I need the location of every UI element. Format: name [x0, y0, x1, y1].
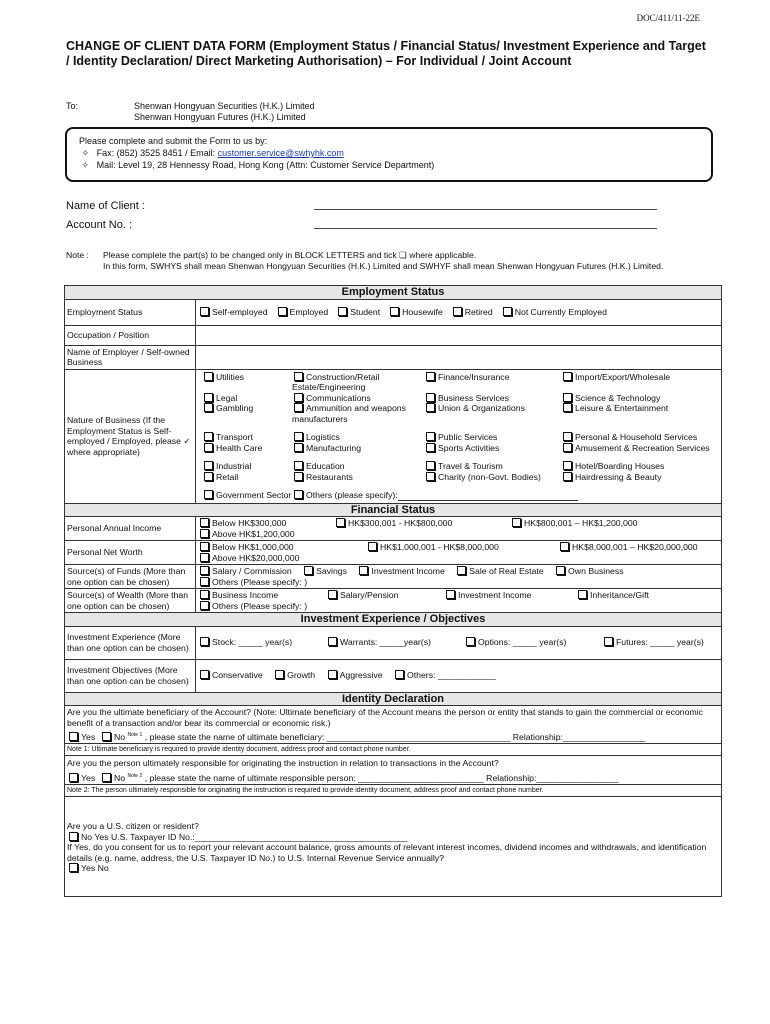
self-employed-checkbox[interactable]	[200, 307, 209, 316]
source-of-wealth-label: Source(s) of Wealth (More than one option can be chosen)	[65, 589, 196, 613]
account-no-field[interactable]	[314, 218, 657, 229]
nature-checkbox[interactable]	[204, 403, 213, 412]
investment-experience-options: Stock: _____ year(s) Warrants: _____year(s) Options: _____ year(s) Futures: _____ year(s)	[196, 626, 722, 659]
note-1: Note 1: Ultimate beneficiary is required to provide identity document, address proof and contact phone number.	[65, 743, 721, 755]
nature-checkbox[interactable]	[426, 393, 435, 402]
nature-checkbox[interactable]	[563, 472, 572, 481]
nature-checkbox[interactable]	[563, 461, 572, 470]
income-checkbox[interactable]	[512, 518, 521, 527]
income-checkbox[interactable]	[200, 529, 209, 538]
funds-checkbox[interactable]	[457, 566, 466, 575]
experience-checkbox[interactable]	[604, 637, 613, 646]
funds-checkbox[interactable]	[304, 566, 313, 575]
submission-intro: Please complete and submit the Form to us by:	[79, 136, 268, 146]
net-worth-label: Personal Net Worth	[65, 541, 196, 565]
employment-status-options: Self-employed Employed Student Housewife Retired Not Currently Employed	[196, 299, 722, 325]
nature-checkbox[interactable]	[294, 432, 303, 441]
q4-text: If Yes, do you consent for us to report your relevant account balance, gross amounts of relevant interest incomes, dividend incomes and withdrawals, and identification details (e.g. name, address, the U.S. Taxpayer ID No.) to U.S. Internal Revenue Service annually?	[67, 842, 707, 863]
investment-experience-label: Investment Experience (More than one option can be chosen)	[65, 626, 196, 659]
employment-status-label: Employment Status	[65, 299, 196, 325]
nature-of-business-options	[196, 369, 722, 503]
nature-checkbox[interactable]	[294, 461, 303, 470]
experience-checkbox[interactable]	[200, 637, 209, 646]
star-bullet-icon: ✧	[81, 160, 90, 170]
networth-checkbox[interactable]	[200, 553, 209, 562]
note-line-1: Please complete the part(s) to be changed only in BLOCK LETTERS and tick ❑ where applicable.	[103, 250, 477, 260]
income-checkbox[interactable]	[336, 518, 345, 527]
source-of-funds-options: Salary / Commission Savings Investment Income Sale of Real Estate Own Business Others (Please specify: )	[196, 565, 722, 589]
source-of-wealth-options: Business Income Salary/Pension Investment Income Inheritance/Gift Others (Please specify: )	[196, 589, 722, 613]
us-no-checkbox[interactable]	[69, 832, 78, 841]
objective-checkbox[interactable]	[275, 670, 284, 679]
funds-checkbox[interactable]	[556, 566, 565, 575]
nature-checkbox[interactable]	[294, 372, 303, 381]
objective-checkbox[interactable]	[200, 670, 209, 679]
objective-checkbox[interactable]	[328, 670, 337, 679]
objective-checkbox[interactable]	[395, 670, 404, 679]
q1-text: Are you the ultimate beneficiary of the Account? (Note: Ultimate beneficiary of the Account means the person or entity that stands to gain the commercial or economic benefit of a transaction and/or bear its commercial or economic risk.)	[67, 707, 703, 728]
to-label: To:	[66, 101, 79, 111]
source-of-funds-label: Source(s) of Funds (More than one option can be chosen)	[65, 565, 196, 589]
recipient-futures: Shenwan Hongyuan Futures (H.K.) Limited	[134, 112, 306, 122]
q1-yes-checkbox[interactable]	[69, 732, 78, 741]
employer-field[interactable]	[196, 345, 722, 369]
investment-objectives-label: Investment Objectives (More than one option can be chosen)	[65, 659, 196, 692]
experience-checkbox[interactable]	[328, 637, 337, 646]
nature-checkbox[interactable]	[204, 443, 213, 452]
nature-checkbox[interactable]	[204, 490, 213, 499]
name-of-client-label: Name of Client :	[66, 200, 145, 212]
identity-heading: Identity Declaration	[65, 692, 722, 706]
funds-checkbox[interactable]	[200, 577, 209, 586]
student-checkbox[interactable]	[338, 307, 347, 316]
us-citizen-section	[65, 797, 722, 897]
nature-checkbox[interactable]	[563, 432, 572, 441]
nature-checkbox[interactable]	[426, 443, 435, 452]
nature-checkbox[interactable]	[294, 443, 303, 452]
employed-checkbox[interactable]	[278, 307, 287, 316]
note-2: Note 2: The person ultimately responsible for originating the instruction is required to provide identity document, address proof and contact phone number.	[65, 784, 721, 796]
form-title: CHANGE OF CLIENT DATA FORM (Employment Status / Financial Status/ Investment Experience and Target / Identity Declaration/ Direct Marketing Authorisation) – For Individual / Joint Account	[66, 39, 706, 68]
nature-checkbox[interactable]	[204, 372, 213, 381]
q2-answer: Yes No $^{Note 2}$ , please state the name of ultimate responsible person: __________________________ Relationship:_________________	[65, 770, 721, 784]
submission-mail: ✧ Mail: Level 19, 28 Hennessy Road, Hong Kong (Attn: Customer Service Department)	[81, 160, 435, 170]
retired-checkbox[interactable]	[453, 307, 462, 316]
financial-status-heading: Financial Status	[65, 503, 722, 517]
nature-checkbox[interactable]	[426, 432, 435, 441]
annual-income-label: Personal Annual Income	[65, 517, 196, 541]
recipients	[134, 101, 315, 123]
net-worth-options: Below HK$1,000,000 HK$1,000,001 - HK$8,000,000 HK$8,000,001 – HK$20,000,000 Above HK$20,000,000	[196, 541, 722, 565]
housewife-checkbox[interactable]	[390, 307, 399, 316]
recipient-securities: Shenwan Hongyuan Securities (H.K.) Limited	[134, 101, 315, 111]
q2-no-checkbox[interactable]	[102, 773, 111, 782]
funds-checkbox[interactable]	[200, 566, 209, 575]
nature-checkbox[interactable]	[426, 461, 435, 470]
name-of-client-field[interactable]	[314, 199, 657, 210]
nature-checkbox[interactable]	[563, 443, 572, 452]
note-line-2: In this form, SWHYS shall mean Shenwan Hongyuan Securities (H.K.) Limited and SWHYF shall mean Shenwan Hongyuan Futures (H.K.) Limited.	[103, 261, 664, 271]
q3-answer: No Yes U.S. Taxpayer ID No.:____________________________________________	[67, 832, 719, 843]
q2-yes-checkbox[interactable]	[69, 773, 78, 782]
account-no-label: Account No. :	[66, 219, 133, 231]
submission-instructions-box	[65, 127, 713, 182]
networth-checkbox[interactable]	[560, 542, 569, 551]
employer-label: Name of Employer / Self-owned Business	[65, 345, 196, 369]
occupation-field[interactable]	[196, 325, 722, 345]
employment-status-heading: Employment Status	[65, 286, 722, 300]
experience-checkbox[interactable]	[466, 637, 475, 646]
q2-text: Are you the person ultimately responsible for originating the instruction in relation to transactions in the Account?	[67, 758, 499, 769]
nature-checkbox[interactable]	[563, 372, 572, 381]
wealth-checkbox[interactable]	[200, 601, 209, 610]
q4-answer: Yes No	[67, 863, 719, 874]
ultimate-beneficiary-section	[65, 706, 722, 756]
nature-checkbox[interactable]	[204, 432, 213, 441]
nature-checkbox[interactable]	[426, 472, 435, 481]
wealth-checkbox[interactable]	[328, 590, 337, 599]
wealth-checkbox[interactable]	[200, 590, 209, 599]
nature-of-business-label: Nature of Business (If the Employment Status is Self-employed / Employed, please ✓ where appropriate)	[65, 369, 196, 503]
nature-grid: Utilities Construction/Retail Estate/Engineering Finance/Insurance Import/Export/Wholesale Legal Communications Business Services Science & Technology Gambling Ammunition and weapons manufacturers Union & Organizations Leisure & Entertainment Transport Logistics Public Services Personal & Household Services Health Care Manufacturing Sports Activities Amusement & Recreation Services Industrial Education Travel & Tourism Hotel/Boarding Houses Retail Restaurants Charity (non-Govt. Bodies) Hairdressing & Beauty Government Sector Others (please specify):	[202, 372, 721, 501]
not-employed-checkbox[interactable]	[503, 307, 512, 316]
nature-checkbox[interactable]	[294, 393, 303, 402]
email-link[interactable]: customer.service@swhyhk.com	[217, 148, 344, 158]
nature-checkbox[interactable]	[563, 403, 572, 412]
nature-checkbox[interactable]	[294, 490, 303, 499]
nature-checkbox[interactable]	[426, 403, 435, 412]
annual-income-options: Below HK$300,000 HK$300,001 - HK$800,000 HK$800,001 – HK$1,200,000 Above HK$1,200,000	[196, 517, 722, 541]
networth-checkbox[interactable]	[368, 542, 377, 551]
nature-checkbox[interactable]	[563, 393, 572, 402]
investment-objectives-options: Conservative Growth Aggressive Others: ____________	[196, 659, 722, 692]
income-checkbox[interactable]	[200, 518, 209, 527]
star-bullet-icon: ✧	[81, 148, 90, 158]
responsible-person-section	[65, 756, 722, 797]
networth-checkbox[interactable]	[200, 542, 209, 551]
nature-checkbox[interactable]	[294, 403, 303, 412]
document-number: DOC/411/11-22E	[636, 13, 700, 23]
change-form-table	[64, 285, 722, 897]
note-label: Note :	[66, 250, 89, 260]
q1-no-checkbox[interactable]	[102, 732, 111, 741]
funds-checkbox[interactable]	[359, 566, 368, 575]
occupation-label: Occupation / Position	[65, 325, 196, 345]
note	[66, 250, 716, 272]
wealth-checkbox[interactable]	[578, 590, 587, 599]
nature-checkbox[interactable]	[204, 461, 213, 470]
nature-checkbox[interactable]	[204, 472, 213, 481]
nature-checkbox[interactable]	[426, 372, 435, 381]
q1-answer: Yes No $^{Note 1}$ , please state the name of ultimate beneficiary: ______________________________________ Relationship:_________________	[65, 729, 721, 743]
nature-checkbox[interactable]	[204, 393, 213, 402]
investment-heading: Investment Experience / Objectives	[65, 613, 722, 627]
submission-fax: ✧ Fax: (852) 3525 8451 / Email: customer.service@swhyhk.com	[81, 148, 344, 158]
consent-checkbox[interactable]	[69, 863, 78, 872]
wealth-checkbox[interactable]	[446, 590, 455, 599]
q3-text: Are you a U.S. citizen or resident?	[67, 821, 199, 832]
nature-checkbox[interactable]	[294, 472, 303, 481]
